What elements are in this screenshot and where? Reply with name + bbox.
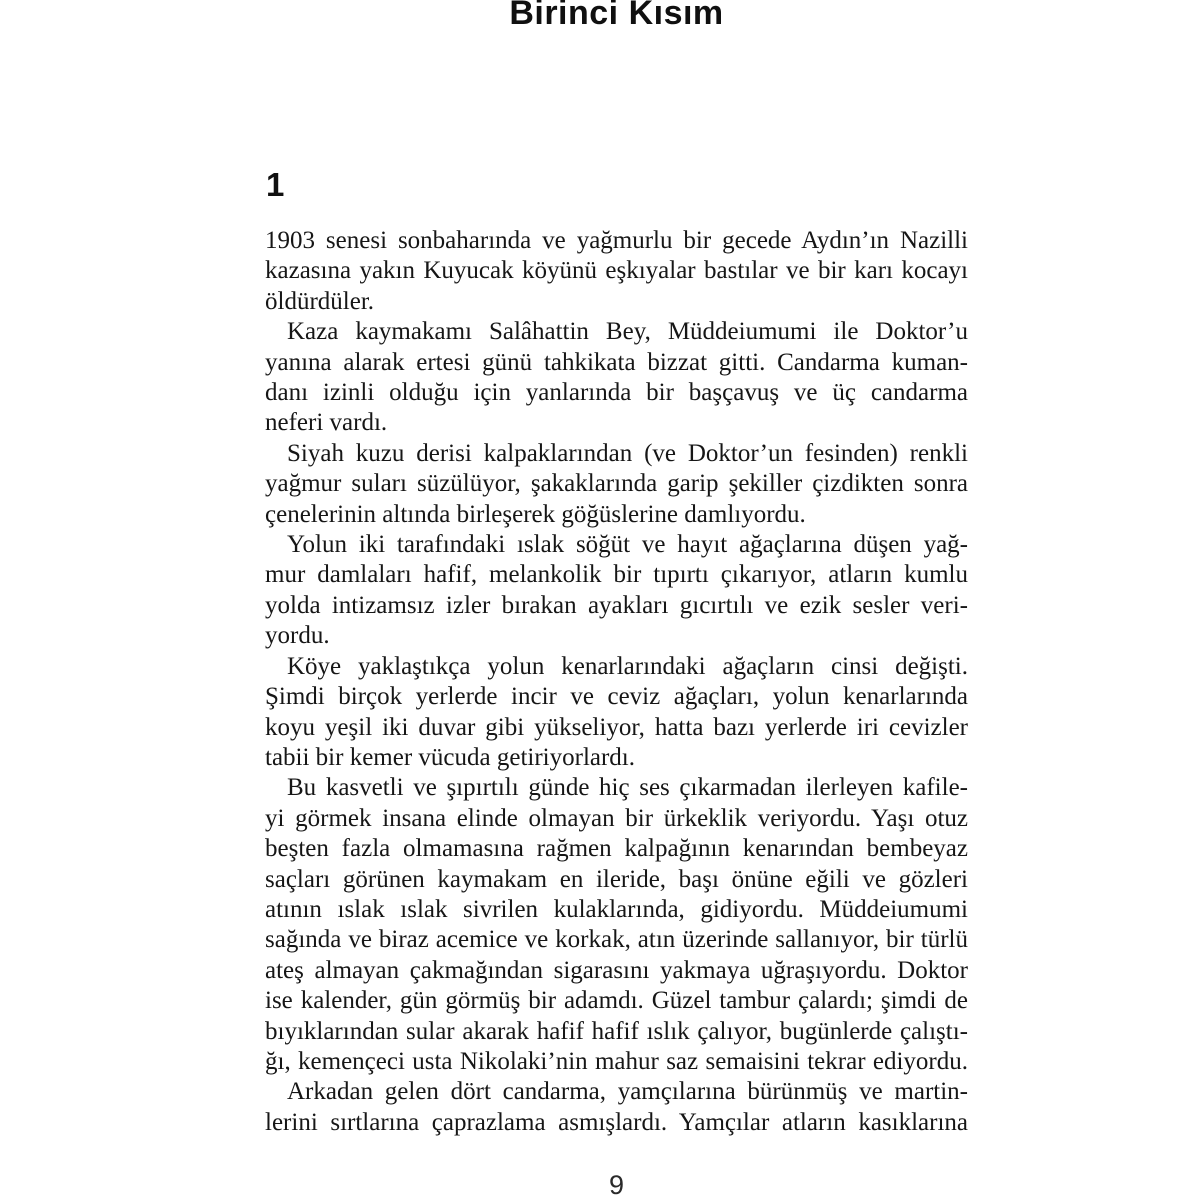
text-line: ise kalender, gün görmüş bir adamdı. Güzel tambur çalardı; şimdi de [265,987,968,1015]
text-line: yağmur suları süzülüyor, şakaklarında garip şekiller çizdikten sonra [265,470,968,498]
paragraph [265,530,968,652]
text-line: lerini sırtlarına çaprazlama asmışlardı. Yamçılar atların kasıklarına [265,1108,968,1136]
text-line: saçları görünen kaymakam en ileride, başı önüne eğili ve gözleri [265,865,968,893]
text-line: Şimdi birçok yerlerde incir ve ceviz ağaçları, yolun kenarlarında [265,683,968,711]
paragraph [265,652,968,774]
text-line: Bu kasvetli ve şıpırtılı günde hiç ses çıkarmadan ilerleyen kafile- [287,774,968,802]
text-line: kazasına yakın Kuyucak köyünü eşkıyalar bastılar ve bir karı kocayı [265,257,968,285]
paragraph [265,226,968,317]
text-line: danı izinli olduğu için yanlarında bir başçavuş ve üç candarma [265,379,968,407]
text-line: bıyıklarından sular akarak hafif hafif ıslık çalıyor, bugünlerde çalıştı- [265,1017,968,1045]
text-line: 1903 senesi sonbaharında ve yağmurlu bir gecede Aydın’ın Nazilli [265,227,968,254]
text-line: ğı, kemençeci usta Nikolaki’nin mahur saz semaisini tekrar ediyordu. [265,1047,968,1075]
body-text [265,226,968,1138]
text-line: yordu. [265,622,330,650]
text-line: çenelerinin altında birleşerek göğüslerine damlıyordu. [265,500,806,528]
section-heading: Birinci Kısım [509,0,724,32]
page-number: 9 [608,1170,625,1200]
chapter-number: 1 [266,166,285,203]
text-line: Yolun iki tarafındaki ıslak söğüt ve hayıt ağaçlarına düşen yağ- [287,531,968,559]
text-line: atının ıslak ıslak sivrilen kulaklarında, gidiyordu. Müddeiumumi [265,895,968,923]
text-line: mur damlaları hafif, melankolik bir tıpırtı çıkarıyor, atların kumlu [265,561,968,589]
text-line: tabii bir kemer vücuda getiriyorlardı. [265,743,636,771]
text-line: yolda intizamsız izler bırakan ayakları gıcırtılı ve ezik sesler veri- [265,591,968,619]
text-line: beşten fazla olmamasına rağmen kalpağının kenarından bembeyaz [265,835,968,863]
paragraph [265,317,968,439]
paragraph [265,773,968,1077]
text-line: Kaza kaymakamı Salâhattin Bey, Müddeiumumi ile Doktor’u [287,318,968,346]
paragraph [265,1077,968,1138]
text-line: ateş almayan çakmağından sigarasını yakmaya uğraşıyordu. Doktor [265,956,968,984]
text-line: Köye yaklaştıkça yolun kenarlarındaki ağaçların cinsi değişti. [287,652,968,680]
text-line: yi görmek insana elinde olmayan bir ürkeklik veriyordu. Yaşı otuz [265,804,968,832]
text-line: öldürdüler. [265,287,375,315]
text-line: Siyah kuzu derisi kalpaklarından (ve Doktor’un fesinden) renkli [287,439,968,467]
text-line: neferi vardı. [265,409,388,437]
text-line: sağında ve biraz acemice ve korkak, atın üzerinde sallanıyor, bir türlü [265,926,968,954]
text-line: Arkadan gelen dört candarma, yamçılarına bürünmüş ve martin- [287,1078,968,1106]
paragraph [265,439,968,530]
text-line: koyu yeşil iki duvar gibi yükseliyor, hatta bazı yerlerde iri cevizler [265,713,968,741]
text-line: yanına alarak ertesi günü tahkikata bizzat gitti. Candarma kuman- [265,348,968,376]
